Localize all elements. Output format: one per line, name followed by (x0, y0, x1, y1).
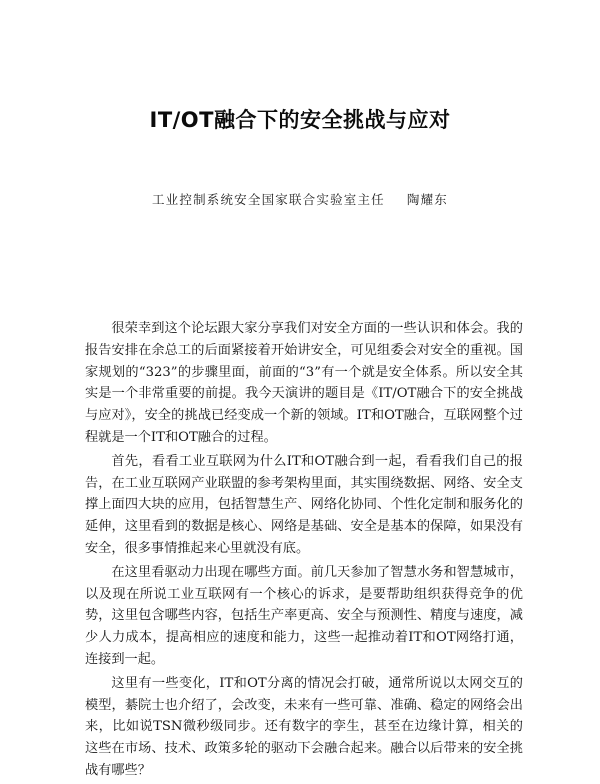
document-title: IT/OT融合下的安全挑战与应对 (149, 108, 451, 132)
paragraph: 首先，看看工业互联网为什么IT和OT融合到一起，看看我们自己的报告，在工业互联网产业联盟的参考架构里面，其实围绕数据、网络、安全支撑上面四大块的应用，包括智慧生产、网络化协同、个性化定制和服务化的延伸，这里看到的数据是核心、网络是基础、安全是基本的保障，如果没有安全，很多事情推起来心里就没有底。 (85, 453, 523, 556)
author-line (0, 190, 600, 208)
paragraph: 这里有一些变化，IT和OT分离的情况会打破，通常所说以太网交互的模型，綦院士也介绍了，会改变，未来有一些可靠、准确、稳定的网络会出来，比如说TSN微秒级同步。还有数字的孪生，甚至在边缘计算，相关的这些在市场、技术、政策多轮的驱动下会融合起来。融合以后带来的安全挑战有哪些？ (85, 675, 523, 778)
author-name: 陶耀东 (406, 192, 448, 207)
paragraph: 很荣幸到这个论坛跟大家分享我们对安全方面的一些认识和体会。我的报告安排在余总工的后面紧接着开始讲安全，可见组委会对安全的重视。国家规划的“323”的步骤里面，前面的“3”有一个就是安全体系。所以安全其实是一个非常重要的前提。我今天演讲的题目是《IT/OT融合下的安全挑战与应对》，安全的挑战已经变成一个新的领域。IT和OT融合，互联网整个过程就是一个IT和OT融合的过程。 (85, 321, 523, 445)
article-body (85, 318, 523, 784)
author-affiliation: 工业控制系统安全国家联合实验室主任 (151, 192, 385, 207)
paragraph: 在这里看驱动力出现在哪些方面。前几天参加了智慧水务和智慧城市，以及现在所说工业互联网有一个核心的诉求，是要帮助组织获得竞争的优势，这里包含哪些内容，包括生产率更高、安全与预测性、精度与速度，减少人力成本，提高相应的速度和能力，这些一起推动着IT和OT网络打通，连接到一起。 (85, 564, 523, 667)
